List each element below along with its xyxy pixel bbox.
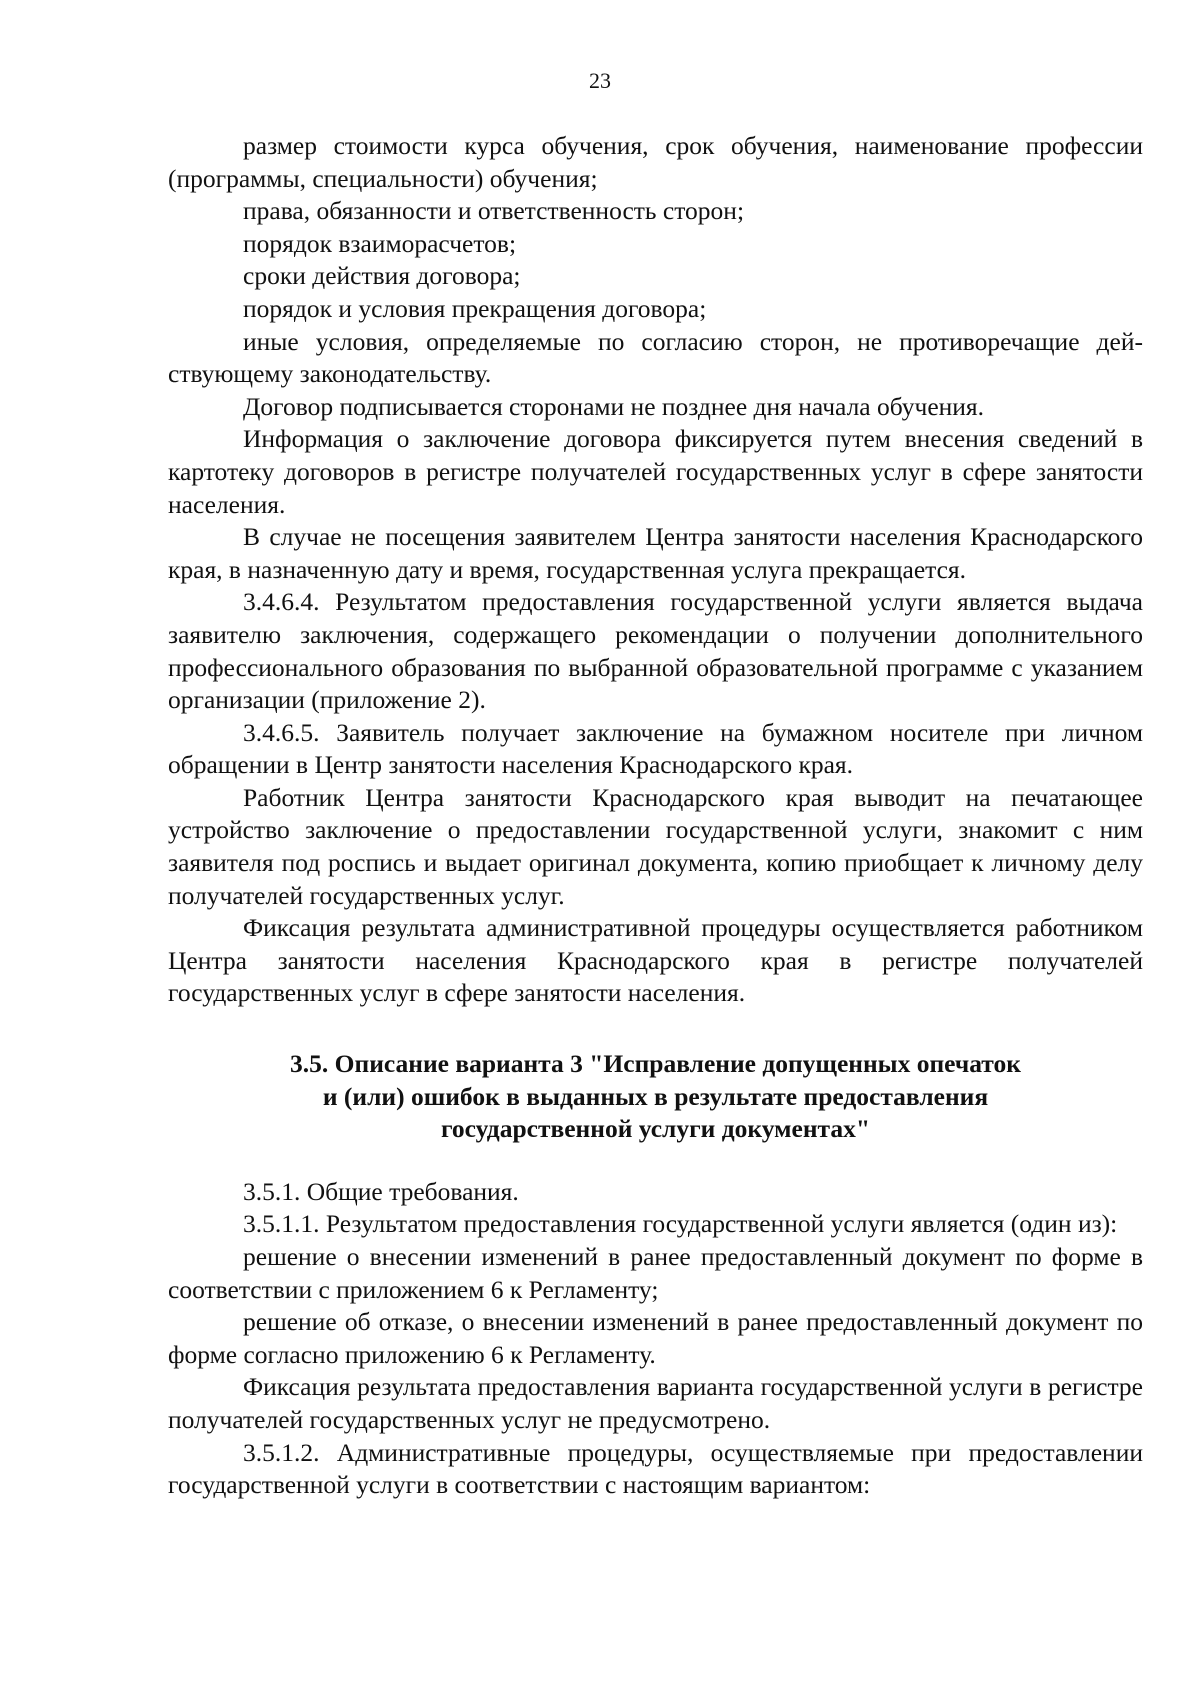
- paragraph: Работник Центра занятости Краснодарского края выводит на печатающее устройство заключение о предоставлении государственной услуги, знакомит с ним заявителя под роспись и выдает оригинал документа, копию приобщает к личному делу получателей государственных услуг.: [168, 782, 1143, 910]
- heading-line: 3.5. Описание варианта 3 "Исправление допущенных опечаток: [290, 1049, 1021, 1079]
- document-body: [168, 130, 1143, 1502]
- paragraph: решение об отказе, о внесении изменений в ранее предоставленный документ по форме согласно приложению 6 к Регламенту.: [168, 1307, 1143, 1369]
- paragraph: Информация о заключение договора фиксируется путем внесения сведений в картотеку договоров в регистре получателей государственных услуг в сфере занятости населения.: [168, 424, 1143, 519]
- paragraph: В случае не посещения заявителем Центра занятости населения Краснодарского края, в назначенную дату и время, государственная услуга прекращается.: [168, 522, 1143, 584]
- paragraph: Договор подписывается сторонами не позднее дня начала обучения.: [243, 391, 985, 421]
- section-bottom-paragraphs: [168, 1176, 1143, 1502]
- section-heading: [168, 1048, 1143, 1146]
- page-number: 23: [589, 68, 611, 93]
- paragraph: порядок взаиморасчетов;: [243, 228, 517, 258]
- paragraph: 3.4.6.4. Результатом предоставления государственной услуги является выдача заявителю заключения, содержащего рекомендации о получении дополнительного профессионального образования по выбранной образовательной программе с указанием организации (приложение 2).: [168, 587, 1143, 715]
- paragraph: решение о внесении изменений в ранее предоставленный документ по форме в соответствии с приложением 6 к Регламенту;: [168, 1242, 1143, 1304]
- paragraph: 3.5.1.1. Результатом предоставления государственной услуги является (один из):: [243, 1209, 1118, 1239]
- section-top-paragraphs: [168, 130, 1143, 1010]
- heading-line: государственной услуги документах": [440, 1114, 871, 1144]
- paragraph: порядок и условия прекращения договора;: [243, 293, 707, 323]
- paragraph: иные условия, определяемые по согласию сторон, не противоречащие действующему законодательству.: [168, 326, 1143, 389]
- paragraph: 3.5.1.2. Административные процедуры, осуществляемые при предоставлении государственной услуги в соответствии с настоящим вариантом:: [168, 1437, 1143, 1500]
- paragraph: права, обязанности и ответственность сторон;: [243, 196, 745, 226]
- paragraph: 3.4.6.5. Заявитель получает заключение на бумажном носителе при личном обращении в Центр занятости населения Краснодарского края.: [168, 717, 1143, 780]
- paragraph: Фиксация результата предоставления варианта государственной услуги в регистре получателей государственных услуг не предусмотрено.: [168, 1372, 1143, 1434]
- heading-line: и (или) ошибок в выданных в результате предоставления: [322, 1081, 989, 1111]
- paragraph: 3.5.1. Общие требования.: [243, 1176, 519, 1206]
- paragraph: размер стоимости курса обучения, срок обучения, наименование профессии (программы, специальности) обучения;: [168, 131, 1143, 193]
- paragraph: сроки действия договора;: [243, 261, 521, 291]
- paragraph: Фиксация результата административной процедуры осуществляется работником Центра занятости населения Краснодарского края в регистре получателей государственных услуг в сфере занятости населения.: [168, 913, 1143, 1008]
